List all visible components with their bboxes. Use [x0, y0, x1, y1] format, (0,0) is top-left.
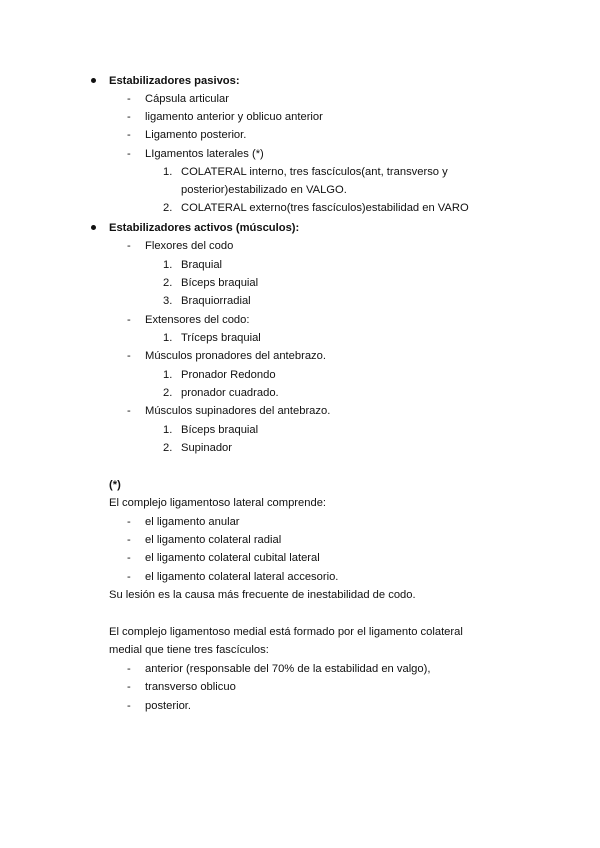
- list-number: 3.: [163, 295, 173, 307]
- dash: -: [127, 240, 131, 252]
- list-item: posterior)estabilizado en VALGO.: [181, 184, 347, 196]
- list-number: 1.: [163, 259, 173, 271]
- list-number: 1.: [163, 369, 173, 381]
- list-number: 1.: [163, 166, 173, 178]
- group-label: Extensores del codo:: [145, 314, 250, 326]
- dash: -: [127, 129, 131, 141]
- list-item: Braquial: [181, 259, 223, 271]
- dash: -: [127, 681, 131, 693]
- list-item: anterior (responsable del 70% de la estabilidad en valgo),: [145, 663, 431, 675]
- group-label: Músculos pronadores del antebrazo.: [145, 350, 326, 362]
- list-item: Cápsula articular: [145, 93, 229, 105]
- list-number: 2.: [163, 277, 173, 289]
- list-item: el ligamento colateral cubital lateral: [145, 552, 320, 564]
- dash: -: [127, 350, 131, 362]
- dash: -: [127, 700, 131, 712]
- dash: -: [127, 405, 131, 417]
- list-number: 1.: [163, 332, 173, 344]
- list-number: 1.: [163, 424, 173, 436]
- list-item: pronador cuadrado.: [181, 387, 279, 399]
- list-item: Pronador Redondo: [181, 369, 276, 381]
- list-item: Tríceps braquial: [181, 332, 261, 344]
- dash: -: [127, 663, 131, 675]
- note-marker: (*): [109, 479, 121, 491]
- dash: -: [127, 93, 131, 105]
- list-item: el ligamento colateral radial: [145, 534, 282, 546]
- list-item: Ligamento posterior.: [145, 129, 247, 141]
- list-item: ligamento anterior y oblicuo anterior: [145, 111, 323, 123]
- list-item: Supinador: [181, 442, 233, 454]
- list-item: posterior.: [145, 700, 192, 712]
- heading-passive: Estabilizadores pasivos:: [109, 75, 240, 87]
- list-item: COLATERAL interno, tres fascículos(ant, transverso y: [181, 166, 448, 178]
- list-item: el ligamento anular: [145, 516, 240, 528]
- dash: -: [127, 516, 131, 528]
- list-item: Bíceps braquial: [181, 424, 259, 436]
- dash: -: [127, 552, 131, 564]
- group-label: Flexores del codo: [145, 240, 234, 252]
- list-number: 2.: [163, 202, 173, 214]
- dash: -: [127, 148, 131, 160]
- list-item: Braquiorradial: [181, 295, 251, 307]
- paragraph: medial que tiene tres fascículos:: [109, 644, 269, 656]
- dash: -: [127, 314, 131, 326]
- list-item: Bíceps braquial: [181, 277, 259, 289]
- list-number: 2.: [163, 442, 173, 454]
- dash: -: [127, 534, 131, 546]
- list-item: LIgamentos laterales (*): [145, 148, 264, 160]
- bullet-passive: [91, 78, 96, 83]
- bullet-active: [91, 225, 96, 230]
- dash: -: [127, 571, 131, 583]
- paragraph: Su lesión es la causa más frecuente de inestabilidad de codo.: [109, 589, 416, 601]
- paragraph: El complejo ligamentoso lateral comprende:: [109, 497, 327, 509]
- list-item: transverso oblicuo: [145, 681, 236, 693]
- list-item: el ligamento colateral lateral accesorio.: [145, 571, 339, 583]
- heading-active: Estabilizadores activos (músculos):: [109, 222, 300, 234]
- list-number: 2.: [163, 387, 173, 399]
- list-item: COLATERAL externo(tres fascículos)estabilidad en VARO: [181, 202, 469, 214]
- group-label: Músculos supinadores del antebrazo.: [145, 405, 331, 417]
- dash: -: [127, 111, 131, 123]
- paragraph: El complejo ligamentoso medial está formado por el ligamento colateral: [109, 626, 463, 638]
